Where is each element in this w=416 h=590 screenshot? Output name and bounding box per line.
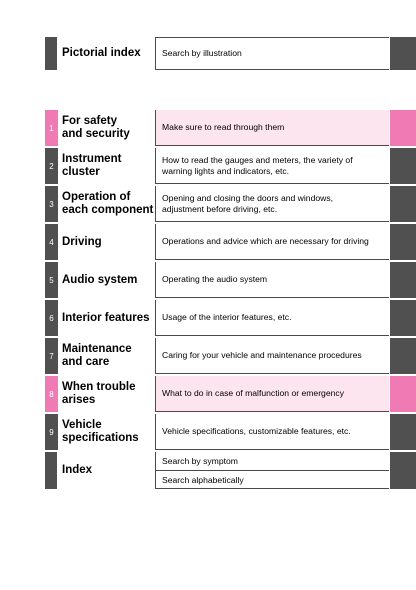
chapter-tab-1[interactable] <box>390 110 416 146</box>
chapter-row-1[interactable] <box>0 110 416 146</box>
index-tab[interactable] <box>390 452 416 489</box>
chapter-title-9: Vehicle specifications <box>62 419 139 444</box>
chapter-tab-7[interactable] <box>390 338 416 374</box>
chapter-description-9: Vehicle specifications, customizable features, etc. <box>155 414 389 450</box>
chapter-title-2: Instrument cluster <box>62 153 122 178</box>
pictorial-index-tab[interactable] <box>390 37 416 70</box>
index-title: Index <box>62 464 93 476</box>
chapter-description-6: Usage of the interior features, etc. <box>155 300 389 336</box>
index-search-by-symptom[interactable]: Search by symptom <box>155 452 389 471</box>
chapter-title-5: Audio system <box>62 273 138 286</box>
chapter-tab-9[interactable] <box>390 414 416 450</box>
chapter-title-8: When trouble arises <box>62 381 136 406</box>
chapter-title-7: Maintenance and care <box>62 343 132 368</box>
chapter-tab-6[interactable] <box>390 300 416 336</box>
chapter-description-7: Caring for your vehicle and maintenance procedures <box>155 338 389 374</box>
pictorial-marker <box>45 37 57 70</box>
chapter-number-9: 9 <box>45 414 58 450</box>
chapter-description-1: Make sure to read through them <box>155 110 389 146</box>
chapter-row-4[interactable] <box>0 224 416 260</box>
chapter-description-3: Opening and closing the doors and windows, adjustment before driving, etc. <box>155 186 389 222</box>
chapter-number-5: 5 <box>45 262 58 298</box>
chapter-row-8[interactable] <box>0 376 416 412</box>
index-row[interactable] <box>0 452 416 489</box>
chapter-number-6: 6 <box>45 300 58 336</box>
chapter-description-4: Operations and advice which are necessary for driving <box>155 224 389 260</box>
chapter-number-3: 3 <box>45 186 58 222</box>
chapter-row-6[interactable] <box>0 300 416 336</box>
chapter-tab-2[interactable] <box>390 148 416 184</box>
chapter-row-5[interactable] <box>0 262 416 298</box>
index-marker <box>45 452 57 489</box>
chapter-title-1: For safety and security <box>62 115 130 140</box>
chapter-number-1: 1 <box>45 110 58 146</box>
pictorial-index-title: Pictorial index <box>62 47 141 59</box>
chapter-tab-4[interactable] <box>390 224 416 260</box>
chapter-number-2: 2 <box>45 148 58 184</box>
chapter-tab-3[interactable] <box>390 186 416 222</box>
pictorial-index-row[interactable] <box>0 37 416 70</box>
chapter-title-6: Interior features <box>62 311 150 324</box>
chapter-row-7[interactable] <box>0 338 416 374</box>
index-search-alphabetically[interactable]: Search alphabetically <box>155 471 389 489</box>
chapter-tab-8[interactable] <box>390 376 416 412</box>
chapter-row-2[interactable] <box>0 148 416 184</box>
chapter-number-7: 7 <box>45 338 58 374</box>
chapter-number-8: 8 <box>45 376 58 412</box>
chapter-row-9[interactable] <box>0 414 416 450</box>
chapter-number-4: 4 <box>45 224 58 260</box>
chapter-row-3[interactable] <box>0 186 416 222</box>
chapter-title-4: Driving <box>62 235 102 248</box>
chapter-description-8: What to do in case of malfunction or emergency <box>155 376 389 412</box>
chapter-title-3: Operation of each component <box>62 191 154 216</box>
chapter-description-5: Operating the audio system <box>155 262 389 298</box>
chapter-description-2: How to read the gauges and meters, the variety of warning lights and indicators, etc. <box>155 148 389 184</box>
chapter-tab-5[interactable] <box>390 262 416 298</box>
pictorial-index-description: Search by illustration <box>155 37 389 70</box>
